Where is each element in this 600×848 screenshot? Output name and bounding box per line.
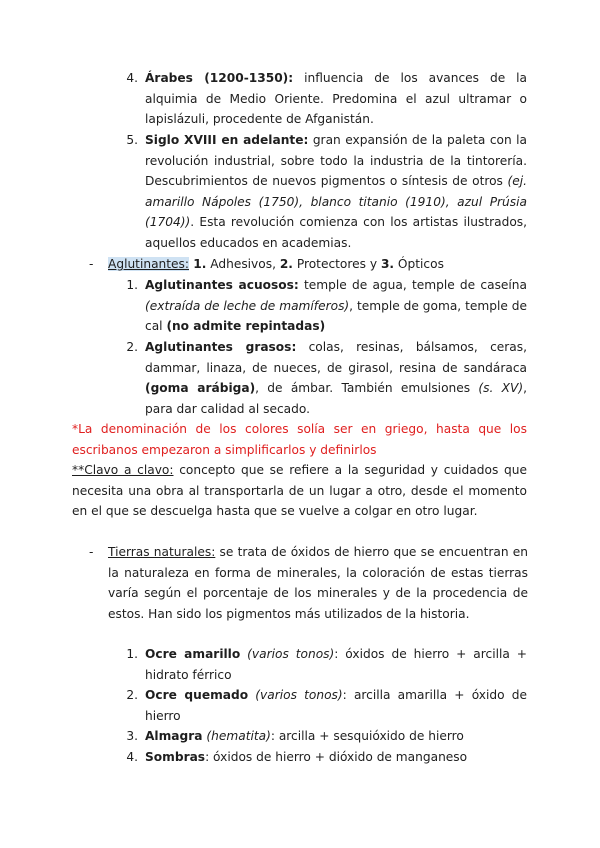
item-italic: (varios tonos) — [240, 647, 335, 661]
item-title: Ocre amarillo — [145, 647, 241, 661]
list-number: 1. — [126, 647, 138, 661]
tierras-text: se trata de óxidos de hierro que se encuentran en la naturaleza en forma de minerales, la coloración de estas tierras varía según el porcentaje de los minerales y de la procedencia de estos. Han sido los pigmentos más utilizados de la historia. — [108, 545, 528, 621]
tierras-label: Tierras naturales: — [108, 545, 216, 559]
item-text: colas, resinas, bálsamos, ceras, dammar, linaza, de nueces, de girasol, resina de sandáraca — [145, 340, 527, 375]
list-item-ocre-amarillo — [145, 644, 527, 685]
num-2: 2. — [279, 257, 293, 271]
item-italic: (varios tonos) — [248, 688, 343, 702]
item-bold: (goma arábiga) — [145, 381, 256, 396]
item-text: : arcilla amarilla + óxido de hierro — [145, 688, 527, 723]
aglutinantes-label: Aglutinantes: — [108, 257, 189, 271]
item-italic: (extraída de leche de mamíferos) — [145, 298, 350, 313]
item-bold-end: (no admite repintadas) — [166, 319, 326, 334]
item-text-2: , temple de goma, temple de cal — [145, 298, 527, 334]
item-title: Almagra — [145, 729, 203, 743]
list-number: 1. — [126, 278, 138, 292]
item-text: gran expansión de la paleta con la revolución industrial, sobre todo la industria de la tintorería. Descubrimientos de nuevos pigmentos o síntesis de otros — [145, 133, 528, 189]
item-text: : arcilla + sesquióxido de hierro — [270, 729, 464, 743]
aglutinantes-heading — [108, 254, 528, 275]
num-3: 3. — [380, 257, 395, 271]
item-text: temple de agua, temple de caseína — [298, 278, 527, 292]
list-item-acuosos — [145, 275, 527, 337]
list-number: 3. — [126, 729, 138, 743]
item-title: Aglutinantes grasos: — [145, 340, 297, 354]
item-title: Árabes (1200-1350): — [145, 71, 294, 85]
list-number: 5. — [126, 133, 138, 147]
list-item-grasos — [145, 337, 527, 419]
item-text: influencia de los avances de la alquimia de Medio Oriente. Predomina el azul ultramar o lapislázuli, procedente de Afganistán. — [145, 71, 527, 127]
list-item-almagra — [145, 726, 527, 747]
type-1: Adhesivos, — [206, 257, 280, 271]
list-item-siglo-xviii — [145, 130, 527, 254]
item-italic: (s. XV) — [478, 381, 524, 396]
list-number: 4. — [126, 71, 138, 85]
item-title: Siglo XVIII en adelante: — [145, 133, 309, 147]
type-3: Ópticos — [394, 257, 444, 271]
item-text-3: , para dar calidad al secado. — [145, 381, 527, 416]
type-2: Protectores y — [292, 257, 381, 271]
clavo-label: **Clavo a clavo: — [72, 463, 174, 477]
bullet-dash: - — [89, 257, 94, 271]
item-title: Aglutinantes acuosos: — [145, 278, 299, 292]
bullet-dash: - — [89, 545, 94, 559]
item-text: : óxidos de hierro + arcilla + hidrato férrico — [145, 647, 527, 682]
item-text: : óxidos de hierro + dióxido de manganeso — [205, 750, 468, 764]
list-item-ocre-quemado — [145, 685, 527, 726]
item-text-2: , de ámbar. También emulsiones — [255, 381, 479, 396]
item-examples: (ej. amarillo Nápoles (1750), blanco titanio (1910), azul Prúsia (1704)) — [145, 174, 527, 230]
num-1: 1. — [189, 257, 207, 271]
list-number: 2. — [126, 340, 138, 354]
item-italic: (hematita) — [202, 729, 271, 743]
tierras-paragraph — [108, 542, 528, 624]
item-title: Ocre quemado — [145, 688, 249, 702]
list-item-sombras — [145, 747, 527, 768]
item-title: Sombras — [145, 750, 206, 764]
item-text-end: . Esta revolución comienza con los artistas ilustrados, aquellos educados en academias. — [145, 215, 527, 250]
list-number: 2. — [126, 688, 138, 702]
red-note: *La denominación de los colores solía ser en griego, hasta que los escribanos empezaron a simplificarlos y definirlos — [72, 422, 527, 457]
clavo-text: concepto que se refiere a la seguridad y cuidados que necesita una obra al transportarla de un lugar a otro, desde el momento en el que se descuelga hasta que se vuelve a colgar en otro lugar. — [72, 463, 527, 519]
clavo-paragraph — [72, 460, 527, 522]
list-number: 4. — [126, 750, 138, 764]
list-item-arabes — [145, 68, 527, 130]
